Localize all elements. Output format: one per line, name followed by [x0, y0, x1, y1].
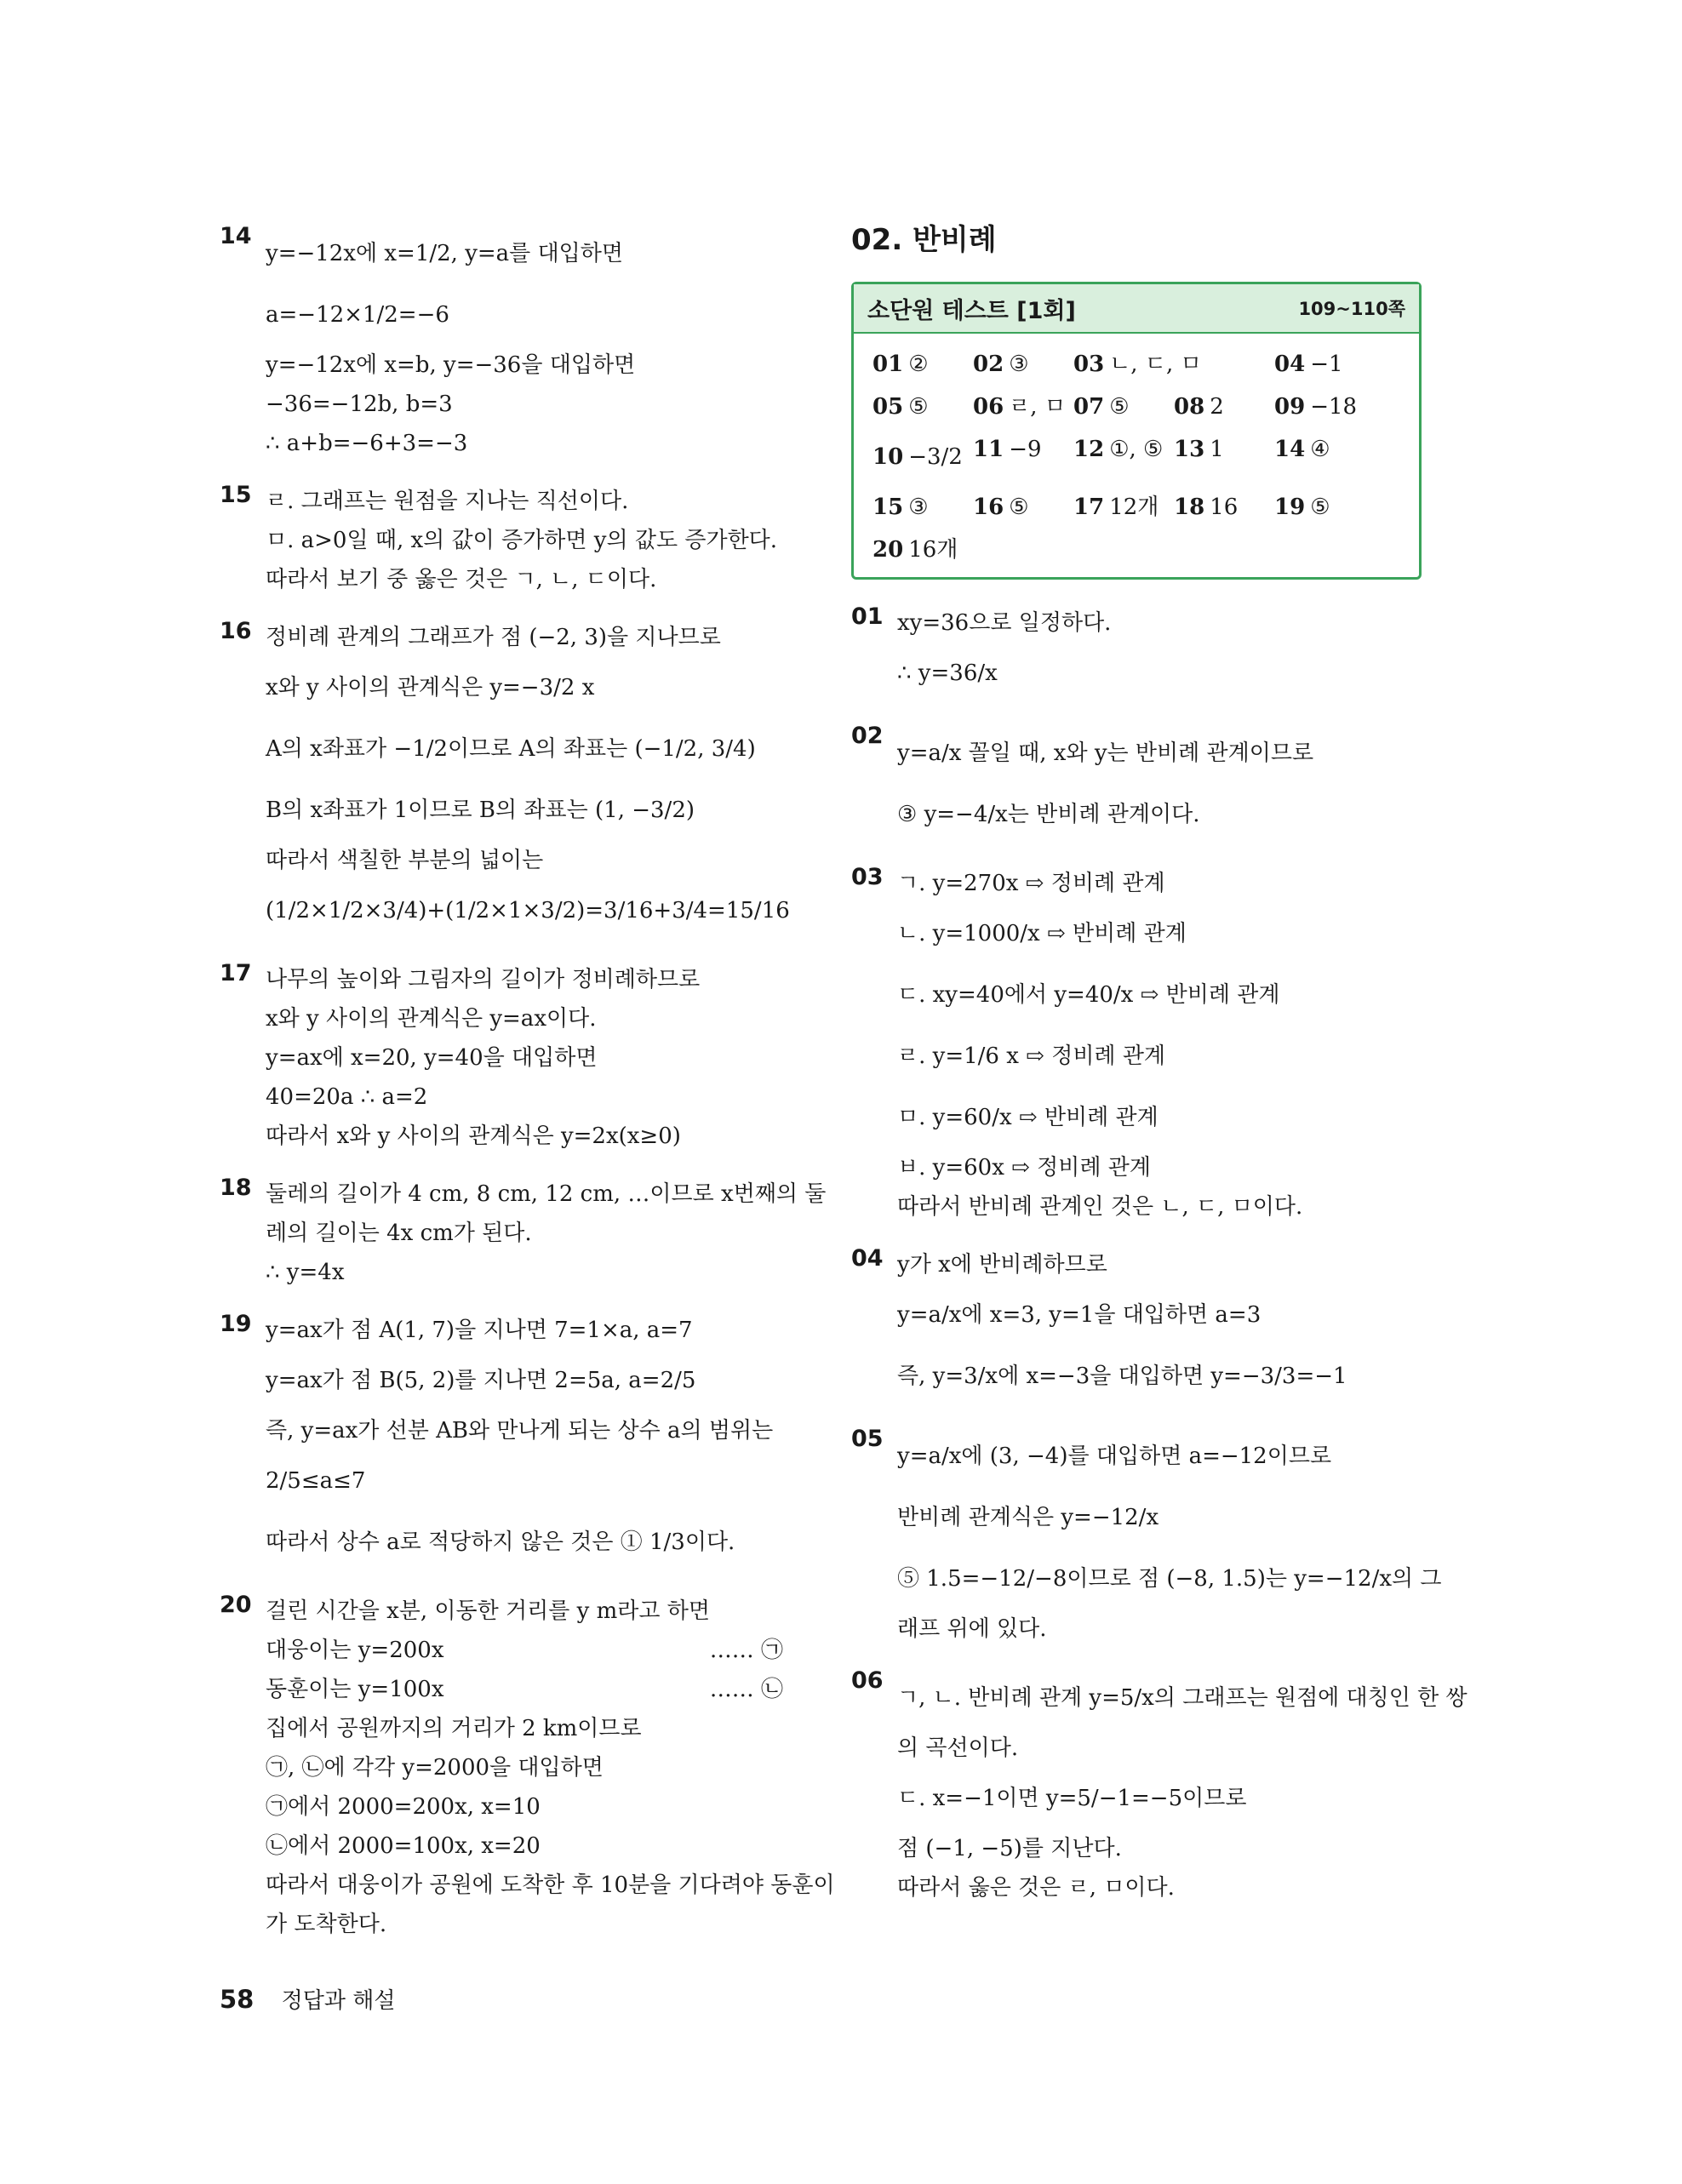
- answer-cell: [872, 531, 973, 569]
- right-column: [851, 216, 1467, 1926]
- answer-box-title: 소단원 테스트 [1회]: [867, 297, 1076, 324]
- answer-value: ⑤: [1109, 394, 1130, 420]
- problem-number: 19: [220, 1311, 252, 1337]
- problem-body: [897, 1667, 1467, 1907]
- answer-number: 13: [1174, 437, 1205, 462]
- solution-line: ㅁ. y=60/x ⇨ 반비례 관계: [897, 1105, 1159, 1130]
- problem-number: 16: [220, 618, 252, 644]
- answer-value: ⑤: [1009, 495, 1029, 520]
- solution-text: 동훈이는 y=100x: [266, 1677, 444, 1702]
- solution-line: 따라서 옳은 것은 ㄹ, ㅁ이다.: [897, 1875, 1175, 1901]
- answer-value: ②: [908, 352, 929, 377]
- problem-body: [266, 1311, 798, 1573]
- problem-number: 15: [220, 482, 252, 508]
- solution-line: 40=20a ∴ a=2: [266, 1084, 428, 1110]
- answer-number: 15: [872, 495, 904, 520]
- problem-14: [220, 223, 798, 463]
- solution-line: x와 y 사이의 관계식은 y=−3/2 x: [266, 675, 595, 700]
- answer-value: ⑤: [1310, 495, 1330, 520]
- problem-body: [266, 1175, 827, 1292]
- answer-number: 06: [973, 394, 1004, 420]
- solution-line: 의 곡선이다.: [897, 1735, 1019, 1761]
- solution-line: ∴ a+b=−6+3=−3: [266, 431, 468, 456]
- solution-line: ∴ y=36/x: [897, 660, 998, 686]
- solution-line: a=−12×1/2=−6: [266, 302, 449, 328]
- solution-line: −36=−12b, b=3: [266, 392, 453, 417]
- answer-cell: [1174, 431, 1274, 483]
- solution-line: x와 y 사이의 관계식은 y=ax이다.: [266, 1006, 597, 1032]
- solution-line: ⑤ 1.5=−12/−8이므로 점 (−8, 1.5)는 y=−12/x의 그: [897, 1566, 1442, 1592]
- answer-cell: [1174, 346, 1274, 383]
- answer-value: ①, ⑤: [1109, 437, 1164, 462]
- answer-number: 10: [872, 444, 904, 470]
- answer-number: 19: [1274, 495, 1306, 520]
- answer-cell: [1073, 431, 1174, 483]
- problem-number: 01: [851, 603, 884, 630]
- solution-line: y=−12x에 x=b, y=−36을 대입하면: [266, 352, 636, 378]
- answer-cell: [1174, 388, 1274, 426]
- solution-line: ㉡에서 2000=100x, x=20: [266, 1833, 541, 1859]
- equation-tag: …… ㉠: [709, 1638, 783, 1663]
- problem-06: [851, 1667, 1467, 1907]
- problem-number: 17: [220, 960, 252, 986]
- problem-20: [220, 1592, 835, 1944]
- solution-line: y=a/x에 x=3, y=1을 대입하면 a=3: [897, 1302, 1262, 1328]
- answer-value: ㄹ, ㅁ: [1009, 394, 1066, 420]
- answer-value: −3/2: [908, 444, 963, 470]
- solution-line: ㅁ. a>0일 때, x의 값이 증가하면 y의 값도 증가한다.: [266, 528, 778, 553]
- solution-line: y가 x에 반비례하므로: [897, 1252, 1107, 1278]
- solution-line: 따라서 보기 중 옳은 것은 ㄱ, ㄴ, ㄷ이다.: [266, 567, 657, 592]
- solution-line: 따라서 x와 y 사이의 관계식은 y=2x(x≥0): [266, 1123, 681, 1149]
- answer-cell: [872, 388, 973, 426]
- solution-line: ㄱ, ㄴ. 반비례 관계 y=5/x의 그래프는 원점에 대칭인 한 쌍: [897, 1685, 1467, 1711]
- answer-grid: [854, 334, 1419, 577]
- solution-line: y=a/x에 (3, −4)를 대입하면 a=−12이므로: [897, 1444, 1332, 1469]
- answer-value: −9: [1009, 437, 1042, 462]
- answer-box-pages: 109~110쪽: [1298, 299, 1405, 319]
- solution-line: y=ax가 점 B(5, 2)를 지나면 2=5a, a=2/5: [266, 1368, 696, 1393]
- answer-number: 02: [973, 352, 1004, 377]
- answer-number: 04: [1274, 352, 1306, 377]
- problem-17: [220, 960, 798, 1156]
- problem-04: [851, 1245, 1439, 1407]
- solution-line: 따라서 색칠한 부분의 넓이는: [266, 848, 544, 873]
- answer-cell: [1073, 489, 1174, 526]
- solution-text: 대웅이는 y=200x: [266, 1638, 444, 1663]
- answer-number: 08: [1174, 394, 1205, 420]
- solution-line: B의 x좌표가 1이므로 B의 좌표는 (1, −3/2): [266, 798, 695, 823]
- solution-line: y=a/x 꼴일 때, x와 y는 반비례 관계이므로: [897, 740, 1314, 766]
- answer-number: 17: [1073, 495, 1105, 520]
- answer-cell: [872, 431, 973, 483]
- solution-line: ∴ y=4x: [266, 1260, 345, 1285]
- answer-value: 16개: [908, 537, 958, 563]
- solution-line: A의 x좌표가 −1/2이므로 A의 좌표는 (−1/2, 3/4): [266, 736, 756, 762]
- solution-line: ㉠에서 2000=200x, x=10: [266, 1794, 541, 1820]
- page-footer: [220, 1983, 395, 2015]
- answer-cell: [1073, 388, 1174, 426]
- answer-number: 12: [1073, 437, 1105, 462]
- answer-cell: [973, 489, 1073, 526]
- answer-value: 2: [1210, 394, 1224, 420]
- problem-05: [851, 1426, 1442, 1649]
- solution-line: 정비례 관계의 그래프가 점 (−2, 3)을 지나므로: [266, 625, 721, 650]
- solution-line: 따라서 반비례 관계인 것은 ㄴ, ㄷ, ㅁ이다.: [897, 1194, 1303, 1220]
- solution-line: 즉, y=3/x에 x=−3을 대입하면 y=−3/3=−1: [897, 1364, 1347, 1389]
- problem-body: [897, 864, 1439, 1226]
- problem-body: [266, 223, 798, 463]
- problem-15: [220, 482, 798, 599]
- solution-line: ㄹ. y=1/6 x ⇨ 정비례 관계: [897, 1043, 1166, 1069]
- problem-number: 18: [220, 1175, 252, 1201]
- solution-line: 가 도착한다.: [266, 1912, 387, 1937]
- solution-line: ㄷ. xy=40에서 y=40/x ⇨ 반비례 관계: [897, 982, 1280, 1008]
- solution-line: 걸린 시간을 x분, 이동한 거리를 y m라고 하면: [266, 1598, 710, 1624]
- problem-body: [897, 603, 1439, 704]
- solution-line: y=ax에 x=20, y=40을 대입하면: [266, 1045, 598, 1071]
- answer-number: 18: [1174, 495, 1205, 520]
- problem-body: [266, 482, 798, 599]
- solution-line: 반비례 관계식은 y=−12/x: [897, 1505, 1159, 1530]
- answer-cell: [973, 431, 1073, 483]
- left-column: [220, 223, 835, 1963]
- solution-line: ㄹ. 그래프는 원점을 지나는 직선이다.: [266, 489, 629, 514]
- solution-line: ③ y=−4/x는 반비례 관계이다.: [897, 802, 1200, 827]
- answer-box-header: [854, 284, 1419, 334]
- right-solutions: [851, 603, 1467, 1907]
- problem-number: 03: [851, 864, 884, 890]
- footer-title: 정답과 해설: [281, 1988, 396, 2014]
- solution-line: ㅂ. y=60x ⇨ 정비례 관계: [897, 1155, 1152, 1181]
- problem-body: [266, 1592, 835, 1944]
- answer-cell: [1274, 489, 1402, 526]
- solution-line: xy=36으로 일정하다.: [897, 610, 1112, 636]
- solution-line: 나무의 높이와 그림자의 길이가 정비례하므로: [266, 967, 701, 992]
- answer-value: ㄴ, ㄷ, ㅁ: [1109, 352, 1202, 377]
- problem-02: [851, 723, 1439, 845]
- problem-number: 20: [220, 1592, 252, 1618]
- answer-number: 01: [872, 352, 904, 377]
- solution-line: 집에서 공원까지의 거리가 2 km이므로: [266, 1716, 642, 1741]
- solution-line: y=−12x에 x=1/2, y=a를 대입하면: [266, 241, 624, 266]
- answer-cell: [1274, 346, 1402, 383]
- solution-line: [266, 1670, 783, 1709]
- answer-number: 14: [1274, 437, 1306, 462]
- problem-body: [266, 960, 798, 1156]
- problem-number: 04: [851, 1245, 884, 1272]
- problem-body: [897, 1245, 1439, 1407]
- answer-number: 16: [973, 495, 1004, 520]
- problem-18: [220, 1175, 827, 1292]
- problem-number: 06: [851, 1667, 884, 1694]
- answer-value: 12개: [1109, 495, 1159, 520]
- section-title: 02. 반비례: [851, 223, 997, 257]
- answer-number: 09: [1274, 394, 1306, 420]
- problem-number: 14: [220, 223, 252, 249]
- solution-line: 레의 길이는 4x cm가 된다.: [266, 1221, 532, 1246]
- answer-cell: [872, 346, 973, 383]
- solution-line: ㄷ. x=−1이면 y=5/−1=−5이므로: [897, 1786, 1247, 1811]
- problem-number: 02: [851, 723, 884, 749]
- solution-line: 둘레의 길이가 4 cm, 8 cm, 12 cm, …이므로 x번째의 둘: [266, 1181, 827, 1207]
- solution-line: [266, 1631, 783, 1670]
- answer-cell: [1274, 431, 1402, 483]
- answer-number: 11: [973, 437, 1004, 462]
- problem-number: 05: [851, 1426, 884, 1452]
- solution-line: 따라서 대웅이가 공원에 도착한 후 10분을 기다려야 동훈이: [266, 1872, 835, 1898]
- answer-value: ③: [1009, 352, 1029, 377]
- problem-body: [897, 723, 1439, 845]
- answer-cell: [1274, 388, 1402, 426]
- solution-line: 따라서 상수 a로 적당하지 않은 것은 ① 1/3이다.: [266, 1529, 735, 1555]
- solution-line: 즉, y=ax가 선분 AB와 만나게 되는 상수 a의 범위는: [266, 1418, 774, 1444]
- answer-value: ④: [1310, 437, 1330, 462]
- solution-line: ㄴ. y=1000/x ⇨ 반비례 관계: [897, 921, 1187, 946]
- answer-cell: [1174, 489, 1274, 526]
- answer-value: 16: [1210, 495, 1239, 520]
- solution-line: 래프 위에 있다.: [897, 1616, 1047, 1642]
- problem-03: [851, 864, 1439, 1226]
- problem-body: [897, 1426, 1442, 1649]
- answer-number: 07: [1073, 394, 1105, 420]
- answer-value: −18: [1310, 394, 1358, 420]
- equation-tag: …… ㉡: [709, 1677, 783, 1702]
- answer-box: [851, 282, 1422, 580]
- solution-line: ㄱ. y=270x ⇨ 정비례 관계: [897, 871, 1165, 896]
- solution-line: (1/2×1/2×3/4)+(1/2×1×3/2)=3/16+3/4=15/16: [266, 898, 790, 923]
- answer-number: 20: [872, 537, 904, 563]
- answer-cell: [973, 388, 1073, 426]
- answer-cell: [973, 346, 1073, 383]
- problem-body: [266, 618, 798, 941]
- answer-value: ⑤: [908, 394, 929, 420]
- answer-number: 03: [1073, 352, 1105, 377]
- answer-cell: [1073, 346, 1202, 383]
- answer-cell: [872, 489, 973, 526]
- page-number: 58: [220, 1985, 255, 2014]
- answer-value: ③: [908, 495, 929, 520]
- solution-line: 2/5≤a≤7: [266, 1468, 366, 1494]
- solution-line: ㉠, ㉡에 각각 y=2000을 대입하면: [266, 1755, 604, 1781]
- problem-01: [851, 603, 1439, 704]
- solution-line: y=ax가 점 A(1, 7)을 지나면 7=1×a, a=7: [266, 1318, 693, 1343]
- problem-16: [220, 618, 798, 941]
- solution-line: 점 (−1, −5)를 지난다.: [897, 1836, 1122, 1861]
- answer-value: 1: [1210, 437, 1224, 462]
- problem-19: [220, 1311, 798, 1573]
- answer-value: −1: [1310, 352, 1343, 377]
- answer-number: 05: [872, 394, 904, 420]
